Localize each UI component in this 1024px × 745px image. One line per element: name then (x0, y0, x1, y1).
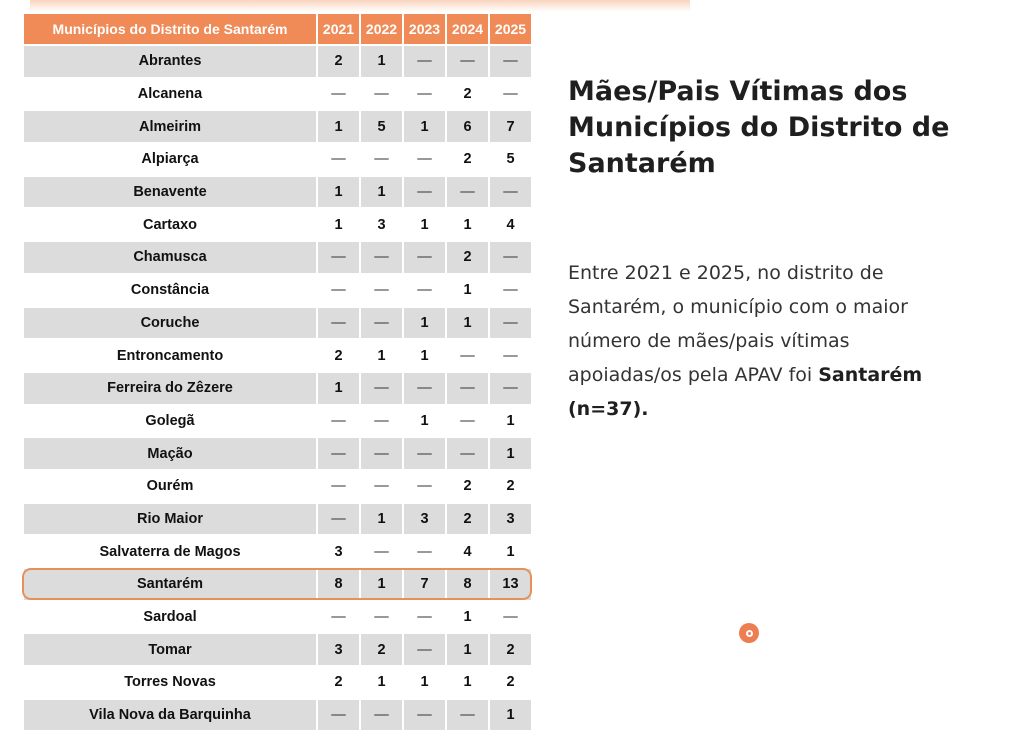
year-value: 7 (490, 111, 531, 142)
year-value: — (318, 406, 359, 437)
year-value: — (490, 308, 531, 339)
year-value: — (404, 700, 445, 731)
year-value: 1 (361, 46, 402, 77)
year-value: — (490, 177, 531, 208)
table-row (24, 144, 531, 175)
year-value: — (404, 634, 445, 665)
year-value: 1 (361, 340, 402, 371)
year-value: 1 (490, 438, 531, 469)
summary-body: Entre 2021 e 2025, no distrito de Santarém, o município com o maior número de mães/pais vítimas apoiadas/os pela APAV foi (568, 262, 908, 386)
year-value: — (361, 471, 402, 502)
year-value: — (318, 308, 359, 339)
table-row (24, 634, 531, 665)
table-row (24, 602, 531, 633)
table-row (24, 700, 531, 731)
table-row (24, 536, 531, 567)
year-value: — (447, 340, 488, 371)
municipality-name: Cartaxo (24, 209, 316, 240)
year-value: — (318, 144, 359, 175)
municipality-name: Santarém (24, 569, 316, 600)
table-header-row (24, 14, 531, 44)
municipality-name: Benavente (24, 177, 316, 208)
year-value: — (361, 242, 402, 273)
year-value: — (404, 602, 445, 633)
year-value: — (490, 79, 531, 110)
table-row (24, 79, 531, 110)
year-value: 2 (447, 242, 488, 273)
year-value: 3 (318, 634, 359, 665)
circle-dot-icon[interactable] (739, 623, 759, 643)
header-year: 2023 (404, 14, 445, 44)
year-value: 1 (490, 406, 531, 437)
year-value: — (447, 406, 488, 437)
year-value: 3 (404, 504, 445, 535)
year-value: 2 (318, 340, 359, 371)
year-value: 3 (318, 536, 359, 567)
year-value: — (447, 373, 488, 404)
year-value: 3 (361, 209, 402, 240)
year-value: 8 (318, 569, 359, 600)
municipality-name: Rio Maior (24, 504, 316, 535)
year-value: 5 (361, 111, 402, 142)
municipality-name: Entroncamento (24, 340, 316, 371)
table-row (24, 177, 531, 208)
year-value: 2 (447, 504, 488, 535)
year-value: — (318, 79, 359, 110)
year-value: 1 (447, 308, 488, 339)
header-year: 2024 (447, 14, 488, 44)
year-value: 1 (490, 536, 531, 567)
year-value: 6 (447, 111, 488, 142)
year-value: 1 (361, 667, 402, 698)
year-value: 1 (318, 177, 359, 208)
table-row (24, 569, 531, 600)
municipality-name: Alcanena (24, 79, 316, 110)
header-municipality: Municípios do Distrito de Santarém (24, 14, 316, 44)
table-row (24, 209, 531, 240)
year-value: 1 (447, 602, 488, 633)
year-value: 2 (361, 634, 402, 665)
municipality-name: Ferreira do Zêzere (24, 373, 316, 404)
year-value: — (361, 79, 402, 110)
year-value: — (447, 700, 488, 731)
year-value: 2 (447, 79, 488, 110)
year-value: — (490, 373, 531, 404)
year-value: 1 (361, 504, 402, 535)
year-value: 13 (490, 569, 531, 600)
table-container (22, 12, 532, 732)
year-value: — (361, 308, 402, 339)
title-panel (568, 74, 988, 182)
year-value: — (490, 340, 531, 371)
year-value: 1 (404, 111, 445, 142)
year-value: — (404, 275, 445, 306)
year-value: 1 (318, 111, 359, 142)
year-value: 1 (318, 209, 359, 240)
year-value: 1 (361, 569, 402, 600)
municipality-name: Chamusca (24, 242, 316, 273)
table-row (24, 471, 531, 502)
year-value: 2 (490, 634, 531, 665)
header-year: 2022 (361, 14, 402, 44)
municipality-name: Torres Novas (24, 667, 316, 698)
year-value: — (318, 438, 359, 469)
municipality-name: Constância (24, 275, 316, 306)
municipality-table (22, 12, 533, 732)
year-value: 2 (447, 144, 488, 175)
year-value: 1 (404, 667, 445, 698)
page-title: Mães/Pais Vítimas dos Municípios do Distrito de Santarém (568, 76, 950, 179)
year-value: — (404, 373, 445, 404)
table-row (24, 111, 531, 142)
year-value: 3 (490, 504, 531, 535)
year-value: — (361, 438, 402, 469)
municipality-name: Almeirim (24, 111, 316, 142)
year-value: 2 (318, 667, 359, 698)
year-value: — (318, 602, 359, 633)
municipality-name: Coruche (24, 308, 316, 339)
year-value: 2 (490, 471, 531, 502)
year-value: 7 (404, 569, 445, 600)
table-row (24, 438, 531, 469)
year-value: — (404, 438, 445, 469)
year-value: 1 (490, 700, 531, 731)
year-value: — (404, 144, 445, 175)
municipality-name: Mação (24, 438, 316, 469)
year-value: 1 (447, 634, 488, 665)
year-value: 1 (361, 177, 402, 208)
municipality-name: Sardoal (24, 602, 316, 633)
summary-text (568, 256, 968, 426)
table-row (24, 308, 531, 339)
year-value: — (404, 46, 445, 77)
year-value: — (404, 536, 445, 567)
year-value: 4 (490, 209, 531, 240)
municipality-name: Tomar (24, 634, 316, 665)
header-year: 2025 (490, 14, 531, 44)
year-value: — (318, 471, 359, 502)
year-value: — (361, 144, 402, 175)
year-value: — (490, 242, 531, 273)
table-row (24, 373, 531, 404)
year-value: 1 (447, 275, 488, 306)
table-row (24, 406, 531, 437)
year-value: 1 (447, 667, 488, 698)
year-value: — (318, 242, 359, 273)
year-value: — (490, 46, 531, 77)
year-value: — (447, 46, 488, 77)
year-value: — (447, 177, 488, 208)
summary-emphasis: Santarém (n=37). (568, 364, 923, 420)
year-value: — (404, 471, 445, 502)
municipality-name: Alpiarça (24, 144, 316, 175)
year-value: — (404, 177, 445, 208)
year-value: — (361, 373, 402, 404)
table-row (24, 46, 531, 77)
municipality-name: Golegã (24, 406, 316, 437)
year-value: 1 (404, 308, 445, 339)
year-value: 2 (447, 471, 488, 502)
year-value: — (318, 275, 359, 306)
year-value: 1 (447, 209, 488, 240)
year-value: — (361, 602, 402, 633)
year-value: — (318, 504, 359, 535)
table-row (24, 275, 531, 306)
table-row (24, 340, 531, 371)
year-value: — (361, 700, 402, 731)
year-value: — (361, 275, 402, 306)
year-value: 1 (404, 209, 445, 240)
table-row (24, 667, 531, 698)
year-value: — (361, 536, 402, 567)
year-value: 8 (447, 569, 488, 600)
year-value: 2 (318, 46, 359, 77)
header-year: 2021 (318, 14, 359, 44)
year-value: — (404, 79, 445, 110)
year-value: — (490, 602, 531, 633)
year-value: 2 (490, 667, 531, 698)
year-value: — (318, 700, 359, 731)
year-value: 1 (404, 406, 445, 437)
year-value: — (490, 275, 531, 306)
municipality-name: Vila Nova da Barquinha (24, 700, 316, 731)
year-value: 1 (318, 373, 359, 404)
year-value: 5 (490, 144, 531, 175)
municipality-name: Ourém (24, 471, 316, 502)
top-decoration (30, 0, 690, 12)
year-value: 1 (404, 340, 445, 371)
year-value: — (404, 242, 445, 273)
municipality-name: Abrantes (24, 46, 316, 77)
year-value: — (447, 438, 488, 469)
table-row (24, 242, 531, 273)
year-value: — (361, 406, 402, 437)
table-row (24, 504, 531, 535)
municipality-name: Salvaterra de Magos (24, 536, 316, 567)
year-value: 4 (447, 536, 488, 567)
